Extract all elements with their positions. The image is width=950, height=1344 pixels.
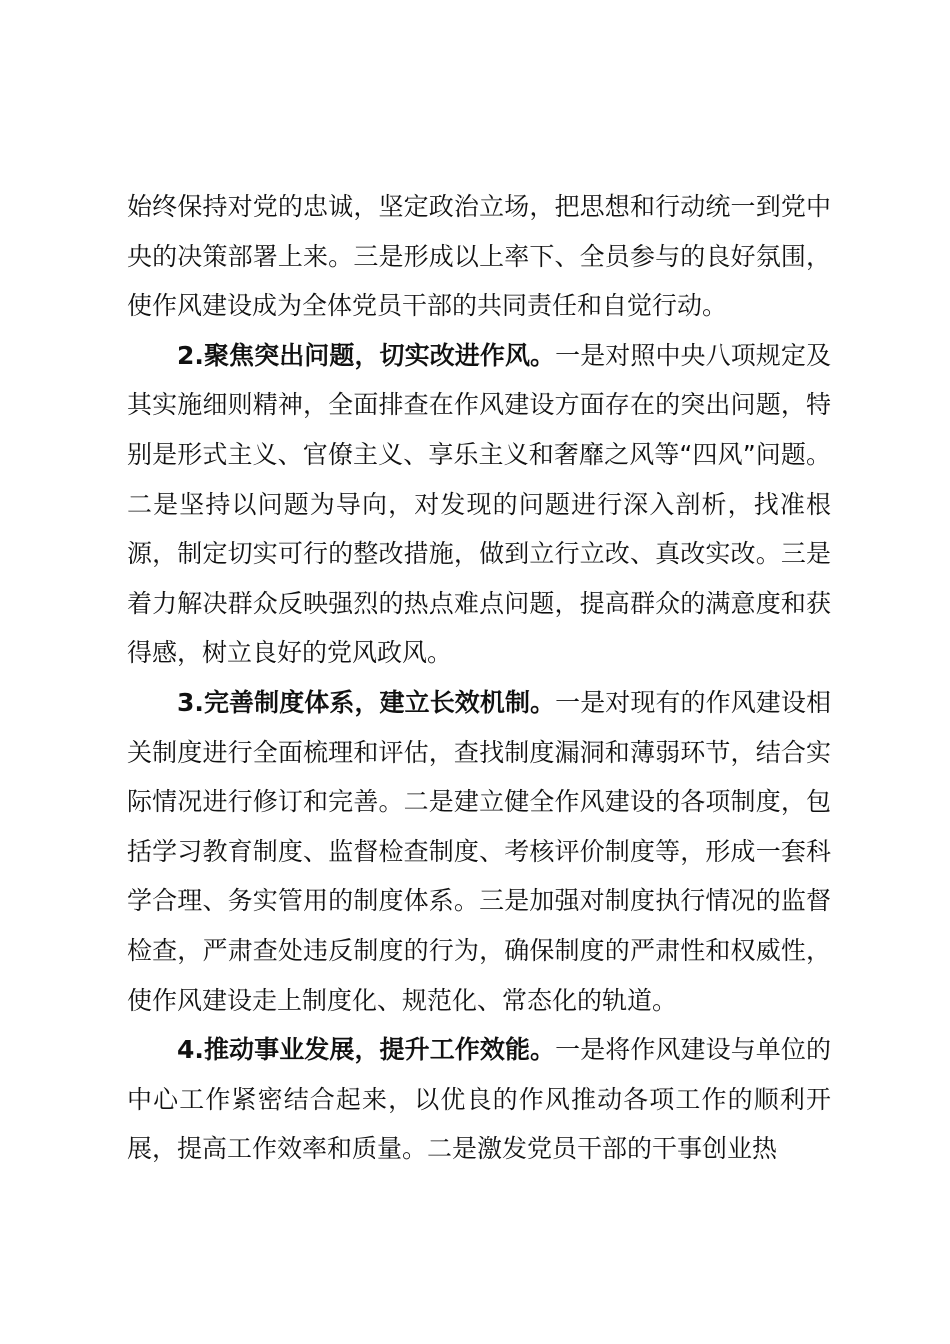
paragraph-section-2	[127, 331, 831, 678]
document-body	[127, 182, 831, 1174]
section-heading: 3.完善制度体系，建立长效机制。	[177, 687, 556, 717]
paragraph-section-3	[127, 678, 831, 1025]
section-heading: 4.推动事业发展，提升工作效能。	[177, 1035, 556, 1065]
paragraph-text: 一是对现有的作风建设相关制度进行全面梳理和评估，查找制度漏洞和薄弱环节，结合实际情况进行修订和完善。二是建立健全作风建设的各项制度，包括学习教育制度、监督检查制度、考核评价制度等，形成一套科学合理、务实管用的制度体系。三是加强对制度执行情况的监督检查，严肃查处违反制度的行为，确保制度的严肃性和权威性，使作风建设走上制度化、规范化、常态化的轨道。	[127, 687, 831, 1015]
paragraph-continuation	[127, 182, 831, 331]
paragraph-section-4	[127, 1025, 831, 1174]
paragraph-text: 一是对照中央八项规定及其实施细则精神，全面排查在作风建设方面存在的突出问题，特别是形式主义、官僚主义、享乐主义和奢靡之风等“四风”问题。二是坚持以问题为导向，对发现的问题进行深入剖析，找准根源，制定切实可行的整改措施，做到立行立改、真改实改。三是着力解决群众反映强烈的热点难点问题，提高群众的满意度和获得感，树立良好的党风政风。	[127, 340, 831, 668]
paragraph-text: 始终保持对党的忠诚，坚定政治立场，把思想和行动统一到党中央的决策部署上来。三是形成以上率下、全员参与的良好氛围，使作风建设成为全体党员干部的共同责任和自觉行动。	[127, 192, 831, 321]
section-heading: 2.聚焦突出问题，切实改进作风。	[177, 340, 556, 370]
paragraph-text: 一是将作风建设与单位的中心工作紧密结合起来，以优良的作风推动各项工作的顺利开展，提高工作效率和质量。二是激发党员干部的干事创业热	[127, 1035, 831, 1164]
